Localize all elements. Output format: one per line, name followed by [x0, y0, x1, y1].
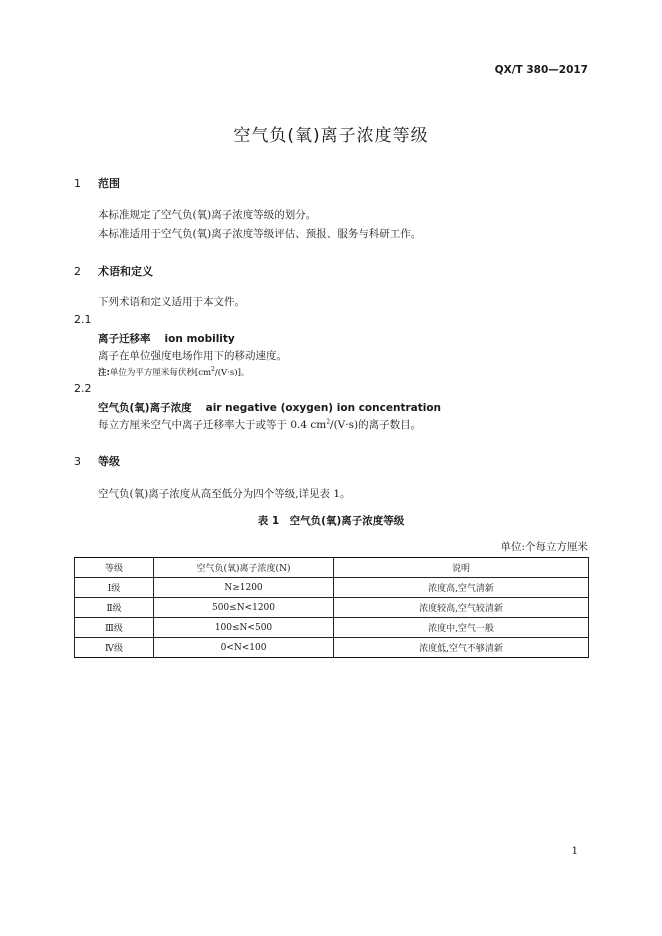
section-terms-heading [74, 263, 153, 279]
table-caption: 表 1 空气负(氧)离子浓度等级 [257, 515, 405, 527]
table-cell-description: 浓度较高,空气较清新 [334, 598, 589, 618]
term-note [98, 366, 249, 378]
table-cell-grade: Ⅳ级 [75, 638, 154, 658]
table-cell-description: 浓度中,空气一般 [334, 618, 589, 638]
note-superscript: 2 [211, 366, 215, 374]
table-cell-concentration: 500≤N<1200 [154, 598, 334, 618]
section-number: 2 [74, 265, 81, 278]
term-heading [98, 400, 441, 415]
table-header-cell: 等级 [75, 558, 154, 578]
definition-text-end: /(V·s)的离子数目。 [330, 419, 422, 431]
table-row [75, 578, 589, 598]
grade-table [74, 557, 589, 658]
table-cell-concentration: 0<N<100 [154, 638, 334, 658]
table-cell-description: 浓度低,空气不够清新 [334, 638, 589, 658]
term-chinese: 空气负(氧)离子浓度 [98, 402, 192, 414]
note-label: 注: [98, 368, 110, 378]
term-definition: 离子在单位强度电场作用下的移动速度。 [98, 350, 287, 362]
terms-intro: 下列术语和定义适用于本文件。 [98, 296, 245, 308]
section-title: 等级 [98, 455, 120, 468]
table-header-cell: 说明 [334, 558, 589, 578]
section-title: 术语和定义 [98, 265, 153, 278]
term-number: 2.1 [74, 313, 92, 326]
term-heading [98, 331, 235, 346]
grades-paragraph: 空气负(氧)离子浓度从高至低分为四个等级,详见表 1。 [98, 488, 351, 500]
term-english: air negative (oxygen) ion concentration [205, 402, 442, 414]
standard-code: QX/T 380—2017 [494, 64, 588, 76]
table-cell-concentration: N≥1200 [154, 578, 334, 598]
section-title: 范围 [98, 177, 120, 190]
section-number: 1 [74, 177, 81, 190]
table-header-row [75, 558, 589, 578]
table-unit: 单位:个每立方厘米 [500, 541, 588, 553]
section-scope-heading [74, 175, 120, 191]
term-definition [98, 417, 421, 432]
definition-superscript: 2 [326, 418, 331, 426]
scope-paragraph-2: 本标准适用于空气负(氧)离子浓度等级评估、预报、服务与科研工作。 [98, 228, 422, 240]
table-cell-grade: Ⅰ级 [75, 578, 154, 598]
table-cell-grade: Ⅱ级 [75, 598, 154, 618]
note-text-end: /(V·s)]。 [214, 368, 250, 378]
table-cell-description: 浓度高,空气清新 [334, 578, 589, 598]
note-text: 单位为平方厘米每伏秒[cm [109, 368, 212, 378]
term-english: ion mobility [164, 333, 235, 345]
table-header-cell: 空气负(氧)离子浓度(N) [154, 558, 334, 578]
table-row [75, 598, 589, 618]
table-cell-concentration: 100≤N<500 [154, 618, 334, 638]
section-grades-heading [74, 453, 120, 469]
term-chinese: 离子迁移率 [98, 333, 151, 345]
table-row [75, 638, 589, 658]
term-number: 2.2 [74, 382, 92, 395]
page-number: 1 [571, 846, 578, 857]
section-number: 3 [74, 455, 81, 468]
definition-text: 每立方厘米空气中离子迁移率大于或等于 0.4 cm [98, 419, 327, 431]
document-title: 空气负(氧)离子浓度等级 [233, 126, 429, 146]
table-row [75, 618, 589, 638]
table-cell-grade: Ⅲ级 [75, 618, 154, 638]
scope-paragraph-1: 本标准规定了空气负(氧)离子浓度等级的划分。 [98, 209, 317, 221]
